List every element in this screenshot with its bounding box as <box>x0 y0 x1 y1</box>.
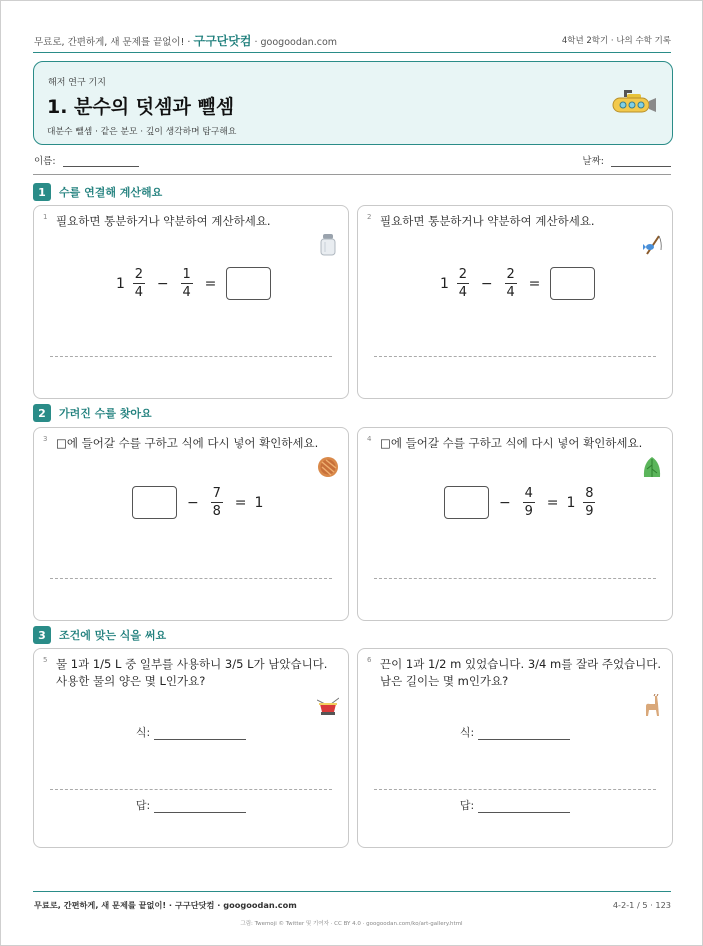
answer-label: 답: <box>459 799 475 812</box>
problem-card-5 <box>33 648 349 848</box>
minus-sign: − <box>187 494 199 511</box>
denominator: 4 <box>134 285 144 300</box>
banner-kicker: 해저 연구 기지 <box>48 78 106 88</box>
header-divider <box>33 52 671 53</box>
name-label: 이름: <box>34 156 56 167</box>
salt-shaker-icon <box>317 232 339 256</box>
problem-text: 끈이 1과 1/2 m 있었습니다. 3/4 m를 잘라 주었습니다. 남은 길이는 몇 m인가요? <box>380 657 662 688</box>
image-credit: 그림: Twemoji © Twitter 및 기여자 · CC BY 4.0 · googoodan.com/ko/art-gallery.html <box>240 921 463 927</box>
submarine-icon <box>610 88 658 116</box>
problem-number: 2 <box>367 213 372 221</box>
section-number: 3 <box>33 626 51 644</box>
result-fraction <box>583 486 595 519</box>
work-line <box>374 356 656 357</box>
section-number: 2 <box>33 404 51 422</box>
denominator: 4 <box>458 285 468 300</box>
fraction-1 <box>133 267 145 300</box>
section-title: 조건에 맞는 식을 써요 <box>59 629 167 642</box>
denominator: 4 <box>182 285 191 300</box>
problem-card-3 <box>33 427 349 621</box>
info-divider <box>33 174 671 175</box>
work-line <box>50 789 332 790</box>
footer-tagline: 무료로, 간편하게, 새 문제를 끝없이! · 구구단닷컴 · googoodan.com <box>34 900 297 910</box>
numerator: 8 <box>585 486 594 501</box>
tagline-text: 무료로, 간편하게, 새 문제를 끝없이! · <box>34 37 191 48</box>
fraction-1 <box>523 486 535 519</box>
problem-number: 4 <box>367 435 372 443</box>
answer-box[interactable] <box>550 267 595 300</box>
missing-number-box[interactable] <box>132 486 177 519</box>
numerator: 2 <box>506 267 515 282</box>
name-date-row <box>34 153 671 167</box>
section-1-header <box>33 183 162 201</box>
banner-subtitle: 대분수 뺄셈 · 같은 분모 · 깊이 생각하며 탐구해요 <box>47 127 237 137</box>
work-line <box>374 789 656 790</box>
work-line <box>374 578 656 579</box>
section-3-header <box>33 626 166 644</box>
expression <box>130 486 263 519</box>
section-title: 가려진 수를 찾아요 <box>59 407 152 420</box>
numerator: 4 <box>524 486 533 501</box>
section-2-header <box>33 404 152 422</box>
title-banner <box>33 61 673 145</box>
expression <box>442 486 599 519</box>
site-url[interactable]: · googoodan.com <box>254 37 338 48</box>
formula-label: 식: <box>459 726 475 739</box>
llama-icon <box>641 694 663 718</box>
work-line <box>50 356 332 357</box>
brand-name[interactable]: 구구단닷컴 <box>193 34 252 48</box>
fondue-icon <box>317 694 339 718</box>
equals-sign: = <box>546 494 559 511</box>
numerator: 1 <box>182 267 191 282</box>
numerator: 7 <box>212 486 221 501</box>
minus-sign: − <box>480 275 493 292</box>
missing-number-box[interactable] <box>444 486 489 519</box>
denominator: 4 <box>506 285 515 300</box>
denominator: 8 <box>212 504 221 519</box>
name-field[interactable] <box>63 156 139 167</box>
work-line <box>50 578 332 579</box>
equals-sign: = <box>204 275 217 292</box>
answer-field[interactable] <box>478 802 570 813</box>
date-field[interactable] <box>611 156 671 167</box>
equals-sign: = <box>528 275 541 292</box>
formula-label: 식: <box>135 726 151 739</box>
problem-card-6 <box>357 648 673 848</box>
problem-number: 1 <box>43 213 48 221</box>
section-title: 수를 연결해 계산해요 <box>59 186 163 199</box>
problem-text: □에 들어갈 수를 구하고 식에 다시 넣어 확인하세요. <box>56 436 319 450</box>
expression <box>116 267 273 300</box>
problem-text: 필요하면 통분하거나 약분하여 계산하세요. <box>56 214 271 228</box>
section-number: 1 <box>33 183 51 201</box>
page-title: 1. 분수의 덧셈과 뺄셈 <box>47 96 235 118</box>
formula-row <box>34 724 348 740</box>
problem-card-4 <box>357 427 673 621</box>
numerator: 2 <box>458 267 468 282</box>
problem-card-1 <box>33 205 349 399</box>
problem-number: 6 <box>367 656 372 664</box>
fraction-1 <box>211 486 223 519</box>
problem-text: 필요하면 통분하거나 약분하여 계산하세요. <box>380 214 595 228</box>
problem-text: □에 들어갈 수를 구하고 식에 다시 넣어 확인하세요. <box>380 436 643 450</box>
expression <box>440 267 597 300</box>
formula-field[interactable] <box>478 729 570 740</box>
date-group <box>582 153 671 167</box>
header-tagline <box>34 32 337 49</box>
minus-sign: − <box>156 275 169 292</box>
problem-number: 5 <box>43 656 48 664</box>
denominator: 9 <box>524 504 533 519</box>
answer-row <box>34 797 348 813</box>
minus-sign: − <box>499 494 511 511</box>
equals-sign: = <box>234 494 247 511</box>
result-number: 1 <box>254 494 264 511</box>
answer-box[interactable] <box>226 267 271 300</box>
fraction-2 <box>181 267 193 300</box>
footer-divider <box>33 891 671 892</box>
problem-text: 물 1과 1/5 L 중 일부를 사용하니 3/5 L가 남았습니다. 사용한 물의 양은 몇 L인가요? <box>56 657 328 688</box>
numerator: 2 <box>134 267 144 282</box>
date-label: 날짜: <box>582 156 604 167</box>
answer-field[interactable] <box>154 802 246 813</box>
answer-label: 답: <box>135 799 151 812</box>
problem-card-2 <box>357 205 673 399</box>
formula-field[interactable] <box>154 729 246 740</box>
result-whole: 1 <box>566 494 576 511</box>
problem-number: 3 <box>43 435 48 443</box>
page-number: 4-2-1 / 5 · 123 <box>612 900 671 910</box>
whole-number: 1 <box>116 275 125 292</box>
pie-icon <box>317 455 339 479</box>
fraction-1 <box>457 267 469 300</box>
leafy-green-icon <box>641 455 663 479</box>
denominator: 9 <box>585 504 594 519</box>
whole-number: 1 <box>440 275 449 292</box>
fishing-pole-icon <box>641 232 663 256</box>
answer-row <box>358 797 672 813</box>
fraction-2 <box>505 267 517 300</box>
formula-row <box>358 724 672 740</box>
grade-info: 4학년 2학기 · 나의 수학 기록 <box>561 36 671 46</box>
